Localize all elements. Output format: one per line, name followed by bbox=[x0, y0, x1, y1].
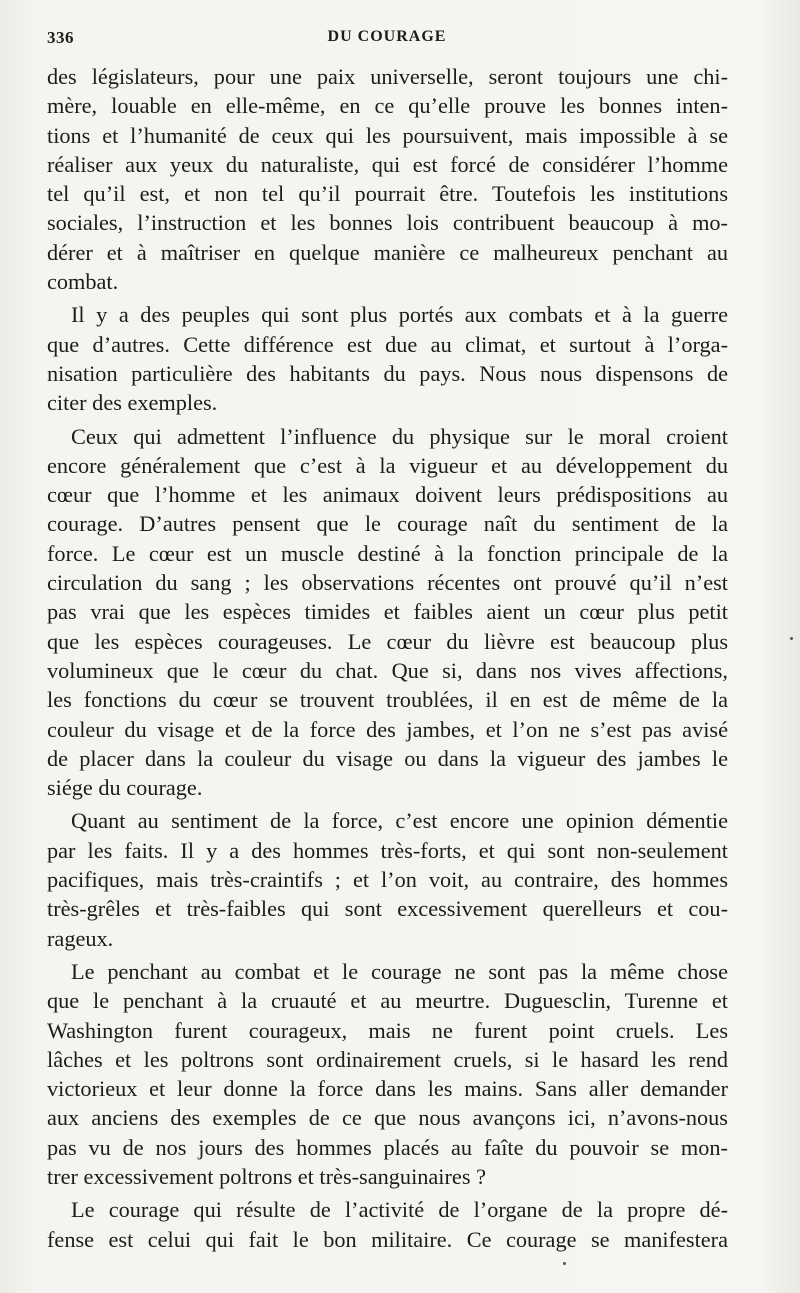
text-line: que le penchant à la cruauté et au meurtre. Duguesclin, Turenne et bbox=[47, 988, 728, 1014]
text-line: très-grêles et très-faibles qui sont excessivement querelleurs et cou- bbox=[47, 896, 728, 922]
paragraph bbox=[47, 62, 728, 296]
text-line: fense est celui qui fait le bon militaire. Ce courage se manifestera bbox=[47, 1226, 728, 1252]
text-line: force. Le cœur est un muscle destiné à la fonction principale de la bbox=[47, 540, 728, 566]
paragraph bbox=[47, 422, 728, 803]
text-line: des législateurs, pour une paix universelle, seront toujours une chi- bbox=[47, 64, 728, 89]
text-line: Il y a des peuples qui sont plus portés aux combats et à la guerre bbox=[71, 302, 728, 328]
text-line: par les faits. Il y a des hommes très-forts, et qui sont non-seulement bbox=[47, 837, 728, 863]
text-line: Le penchant au combat et le courage ne sont pas la même chose bbox=[71, 958, 728, 984]
text-line: courage. D’autres pensent que le courage naît du sentiment de la bbox=[47, 511, 728, 537]
text-line: nisation particulière des habitants du pays. Nous nous dispensons de bbox=[47, 360, 728, 386]
ink-speck bbox=[790, 637, 793, 640]
text-line: trer excessivement poltrons et très-sanguinaires ? bbox=[47, 1163, 486, 1189]
text-line: couleur du visage et de la force des jambes, et l’on ne s’est pas avisé bbox=[47, 716, 728, 742]
ink-speck bbox=[563, 1262, 566, 1265]
text-line: les fonctions du cœur se trouvent troublées, il en est de même de la bbox=[47, 687, 728, 713]
text-line: citer des exemples. bbox=[47, 390, 218, 416]
text-line: cœur que l’homme et les animaux doivent leurs prédispositions au bbox=[47, 482, 728, 508]
text-line: pas vrai que les espèces timides et faibles aient un cœur plus petit bbox=[47, 599, 728, 625]
paragraph bbox=[47, 1195, 728, 1254]
text-line: encore généralement que c’est à la vigueur et au développement du bbox=[47, 452, 728, 478]
text-line: volumineux que le cœur du chat. Que si, dans nos vives affections, bbox=[47, 657, 728, 683]
paragraph bbox=[47, 300, 728, 417]
paragraph bbox=[47, 957, 728, 1191]
text-line: pas vu de nos jours des hommes placés au faîte du pouvoir se mon- bbox=[47, 1134, 728, 1160]
text-line: circulation du sang ; les observations récentes ont prouvé qu’il n’est bbox=[47, 570, 728, 596]
text-line: que les espèces courageuses. Le cœur du lièvre est beaucoup plus bbox=[47, 628, 728, 654]
text-line: mère, louable en elle-même, en ce qu’elle prouve les bonnes inten- bbox=[47, 93, 728, 119]
text-line: victorieux et leur donne la force dans les mains. Sans aller demander bbox=[47, 1076, 728, 1102]
text-line: Ceux qui admettent l’influence du physique sur le moral croient bbox=[71, 423, 728, 449]
text-line: combat. bbox=[47, 269, 119, 295]
text-line: aux anciens des exemples de ce que nous avançons ici, n’avons-nous bbox=[47, 1105, 728, 1131]
body-text bbox=[47, 62, 728, 1258]
text-line: Washington furent courageux, mais ne furent point cruels. Les bbox=[47, 1017, 728, 1043]
text-line: tions et l’humanité de ceux qui les poursuivent, mais impossible à se bbox=[47, 122, 728, 148]
text-line: réaliser aux yeux du naturaliste, qui est forcé de considérer l’homme bbox=[47, 151, 728, 177]
text-line: tel qu’il est, et non tel qu’il pourrait être. Toutefois les institutions bbox=[47, 181, 728, 207]
running-head: DU COURAGE bbox=[327, 28, 447, 45]
paragraph bbox=[47, 806, 728, 952]
text-line: de placer dans la couleur du visage ou dans la vigueur des jambes le bbox=[47, 745, 728, 771]
text-line: Le courage qui résulte de l’activité de l’organe de la propre dé- bbox=[71, 1197, 728, 1223]
page-number: 336 bbox=[47, 28, 74, 47]
text-line: siége du courage. bbox=[47, 775, 203, 801]
text-line: dérer et à maîtriser en quelque manière ce malheureux penchant au bbox=[47, 239, 728, 265]
text-line: lâches et les poltrons sont ordinairement cruels, si le hasard les rend bbox=[47, 1046, 728, 1072]
text-line: pacifiques, mais très-craintifs ; et l’on voit, au contraire, des hommes bbox=[47, 867, 728, 893]
text-line: rageux. bbox=[47, 925, 114, 951]
text-line: Quant au sentiment de la force, c’est encore une opinion démentie bbox=[71, 808, 728, 834]
text-line: sociales, l’instruction et les bonnes lois contribuent beaucoup à mo- bbox=[47, 210, 728, 236]
page-header bbox=[47, 28, 727, 52]
text-line: que d’autres. Cette différence est due au climat, et surtout à l’orga- bbox=[47, 331, 728, 357]
